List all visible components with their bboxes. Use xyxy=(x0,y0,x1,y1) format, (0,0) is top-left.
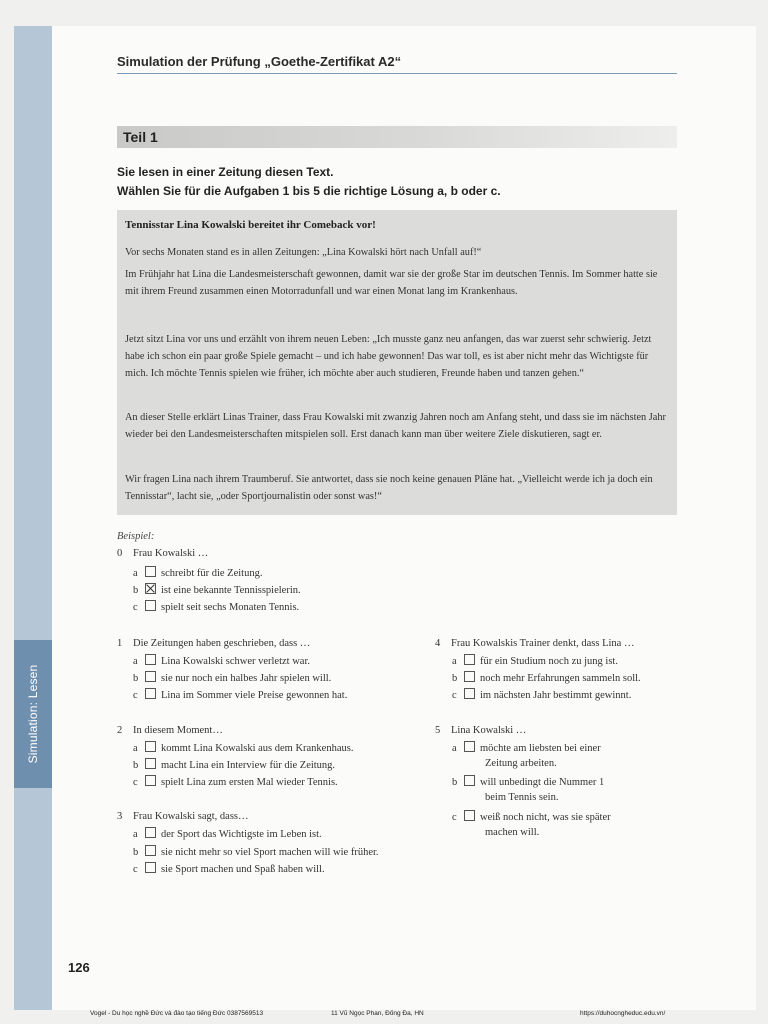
checkbox-icon[interactable] xyxy=(464,654,475,665)
checkbox-icon[interactable] xyxy=(464,810,475,821)
section-title: Teil 1 xyxy=(123,129,158,145)
checkbox-icon[interactable] xyxy=(145,862,156,873)
question-stem xyxy=(117,638,310,649)
answer-option[interactable]: c im nächsten Jahr bestimmt gewinnt. xyxy=(452,690,632,701)
checkbox-icon[interactable] xyxy=(145,827,156,838)
question-number: 2 xyxy=(117,725,123,736)
checked-checkbox-icon[interactable] xyxy=(145,583,156,594)
header-title: Simulation der Prüfung „Goethe-Zertifikat A2“ xyxy=(117,54,402,69)
answer-option[interactable]: c spielt seit sechs Monaten Tennis. xyxy=(133,602,300,613)
question-stem xyxy=(117,811,249,822)
answer-option[interactable]: a möchte am liebsten bei einer xyxy=(452,743,601,754)
question-number: 5 xyxy=(435,725,441,736)
checkbox-icon[interactable] xyxy=(464,671,475,682)
footer-middle: 11 Vũ Ngọc Phan, Đống Đa, HN xyxy=(331,1010,424,1017)
question-text: Lina Kowalski … xyxy=(451,725,527,736)
question-text: Frau Kowalski sagt, dass… xyxy=(133,811,249,822)
answer-option[interactable]: a der Sport das Wichtigste im Leben ist. xyxy=(133,829,322,840)
instruction-line-2: Wählen Sie für die Aufgaben 1 bis 5 die richtige Lösung a, b oder c. xyxy=(117,184,501,198)
answer-option[interactable]: a kommt Lina Kowalski aus dem Krankenhaus. xyxy=(133,743,354,754)
answer-option[interactable]: b will unbedingt die Nummer 1 xyxy=(452,777,605,788)
answer-continuation: machen will. xyxy=(485,827,540,838)
checkbox-icon[interactable] xyxy=(464,741,475,752)
footer-left: Vogel - Du học nghề Đức và đào tạo tiếng Đức 0387569513 xyxy=(90,1010,264,1017)
answer-option[interactable]: c Lina im Sommer viele Preise gewonnen hat. xyxy=(133,690,348,701)
instruction-line-1: Sie lesen in einer Zeitung diesen Text. xyxy=(117,165,334,179)
question-stem xyxy=(435,725,526,736)
checkbox-icon[interactable] xyxy=(145,845,156,856)
answer-option[interactable]: c weiß noch nicht, was sie später xyxy=(452,812,611,823)
checkbox-icon[interactable] xyxy=(145,775,156,786)
answer-continuation: Zeitung arbeiten. xyxy=(485,758,557,769)
page-number: 126 xyxy=(68,960,90,975)
article-paragraph: Im Frühjahr hat Lina die Landesmeisterschaft gewonnen, damit war sie der große Star im deutschen Tennis. Im Sommer hatte sie mit ihrem Freund zusammen einen Motorradunfall und war einen Monat lang im Krankenhaus. xyxy=(125,269,658,297)
answer-option[interactable]: a Lina Kowalski schwer verletzt war. xyxy=(133,656,310,667)
answer-option[interactable]: c sie Sport machen und Spaß haben will. xyxy=(133,864,325,875)
answer-option[interactable]: b macht Lina ein Interview für die Zeitung. xyxy=(133,760,336,771)
checkbox-icon[interactable] xyxy=(464,775,475,786)
question-number: 4 xyxy=(435,638,441,649)
checkbox-icon[interactable] xyxy=(145,741,156,752)
answer-option[interactable]: b sie nicht mehr so viel Sport machen will wie früher. xyxy=(133,847,379,858)
header-divider xyxy=(117,73,677,74)
side-label: Simulation: Lesen xyxy=(26,664,40,764)
question-number: 1 xyxy=(117,638,123,649)
answer-option[interactable]: b noch mehr Erfahrungen sammeln soll. xyxy=(452,673,641,684)
article-paragraph: Wir fragen Lina nach ihrem Traumberuf. Sie antwortet, dass sie noch keine genauen Pläne hat. „Vielleicht werde ich ja doch ein Tennisstar“, lacht sie, „oder Sportjournalistin oder sonst was!“ xyxy=(125,474,653,502)
checkbox-icon[interactable] xyxy=(145,671,156,682)
question-number: 3 xyxy=(117,811,123,822)
answer-continuation: beim Tennis sein. xyxy=(485,792,559,803)
side-strip xyxy=(14,26,52,1010)
example-label: Beispiel: xyxy=(117,531,155,542)
answer-option[interactable]: b ist eine bekannte Tennisspielerin. xyxy=(133,585,301,596)
question-text: Frau Kowalski … xyxy=(133,548,209,559)
footer-link[interactable]: https://duhocngheduc.edu.vn/ xyxy=(580,1010,666,1017)
article-paragraph: An dieser Stelle erklärt Linas Trainer, dass Frau Kowalski mit zwanzig Jahren noch am Anfang steht, und dass sie im nächsten Jahr wieder bei den Landesmeisterschaften mitspielen soll. Erst danach kann man über weitere Ziele diskutieren, sagt er. xyxy=(125,412,666,440)
answer-option[interactable]: b sie nur noch ein halbes Jahr spielen will. xyxy=(133,673,332,684)
checkbox-icon[interactable] xyxy=(145,688,156,699)
question-text: Die Zeitungen haben geschrieben, dass … xyxy=(133,638,311,649)
checkbox-icon[interactable] xyxy=(145,654,156,665)
answer-option[interactable]: a schreibt für die Zeitung. xyxy=(133,568,263,579)
question-text: In diesem Moment… xyxy=(133,725,223,736)
question-stem xyxy=(435,638,634,649)
article-paragraph: Vor sechs Monaten stand es in allen Zeitungen: „Lina Kowalski hört nach Unfall auf!“ xyxy=(125,247,482,258)
checkbox-icon[interactable] xyxy=(464,688,475,699)
question-number: 0 xyxy=(117,548,123,559)
checkbox-icon[interactable] xyxy=(145,600,156,611)
checkbox-icon[interactable] xyxy=(145,758,156,769)
answer-option[interactable]: a für ein Studium noch zu jung ist. xyxy=(452,656,618,667)
answer-option[interactable]: c spielt Lina zum ersten Mal wieder Tennis. xyxy=(133,777,338,788)
section-bar xyxy=(117,126,677,148)
article-title: Tennisstar Lina Kowalski bereitet ihr Comeback vor! xyxy=(125,219,376,231)
question-stem xyxy=(117,548,208,559)
checkbox-icon[interactable] xyxy=(145,566,156,577)
article-paragraph: Jetzt sitzt Lina vor uns und erzählt von ihrem neuen Leben: „Ich musste ganz neu anfangen, das war zuerst sehr schwierig. Jetzt habe ich schon ein paar große Spiele gemacht – und ich habe gewonnen! Das war toll, es ist aber nicht mehr das Wichtigste für mich. Ich möchte Tennis spielen wie früher, ich möchte aber auch studieren, Freunde haben und tanzen gehen.“ xyxy=(125,334,652,379)
question-stem xyxy=(117,725,223,736)
question-text: Frau Kowalskis Trainer denkt, dass Lina … xyxy=(451,638,635,649)
